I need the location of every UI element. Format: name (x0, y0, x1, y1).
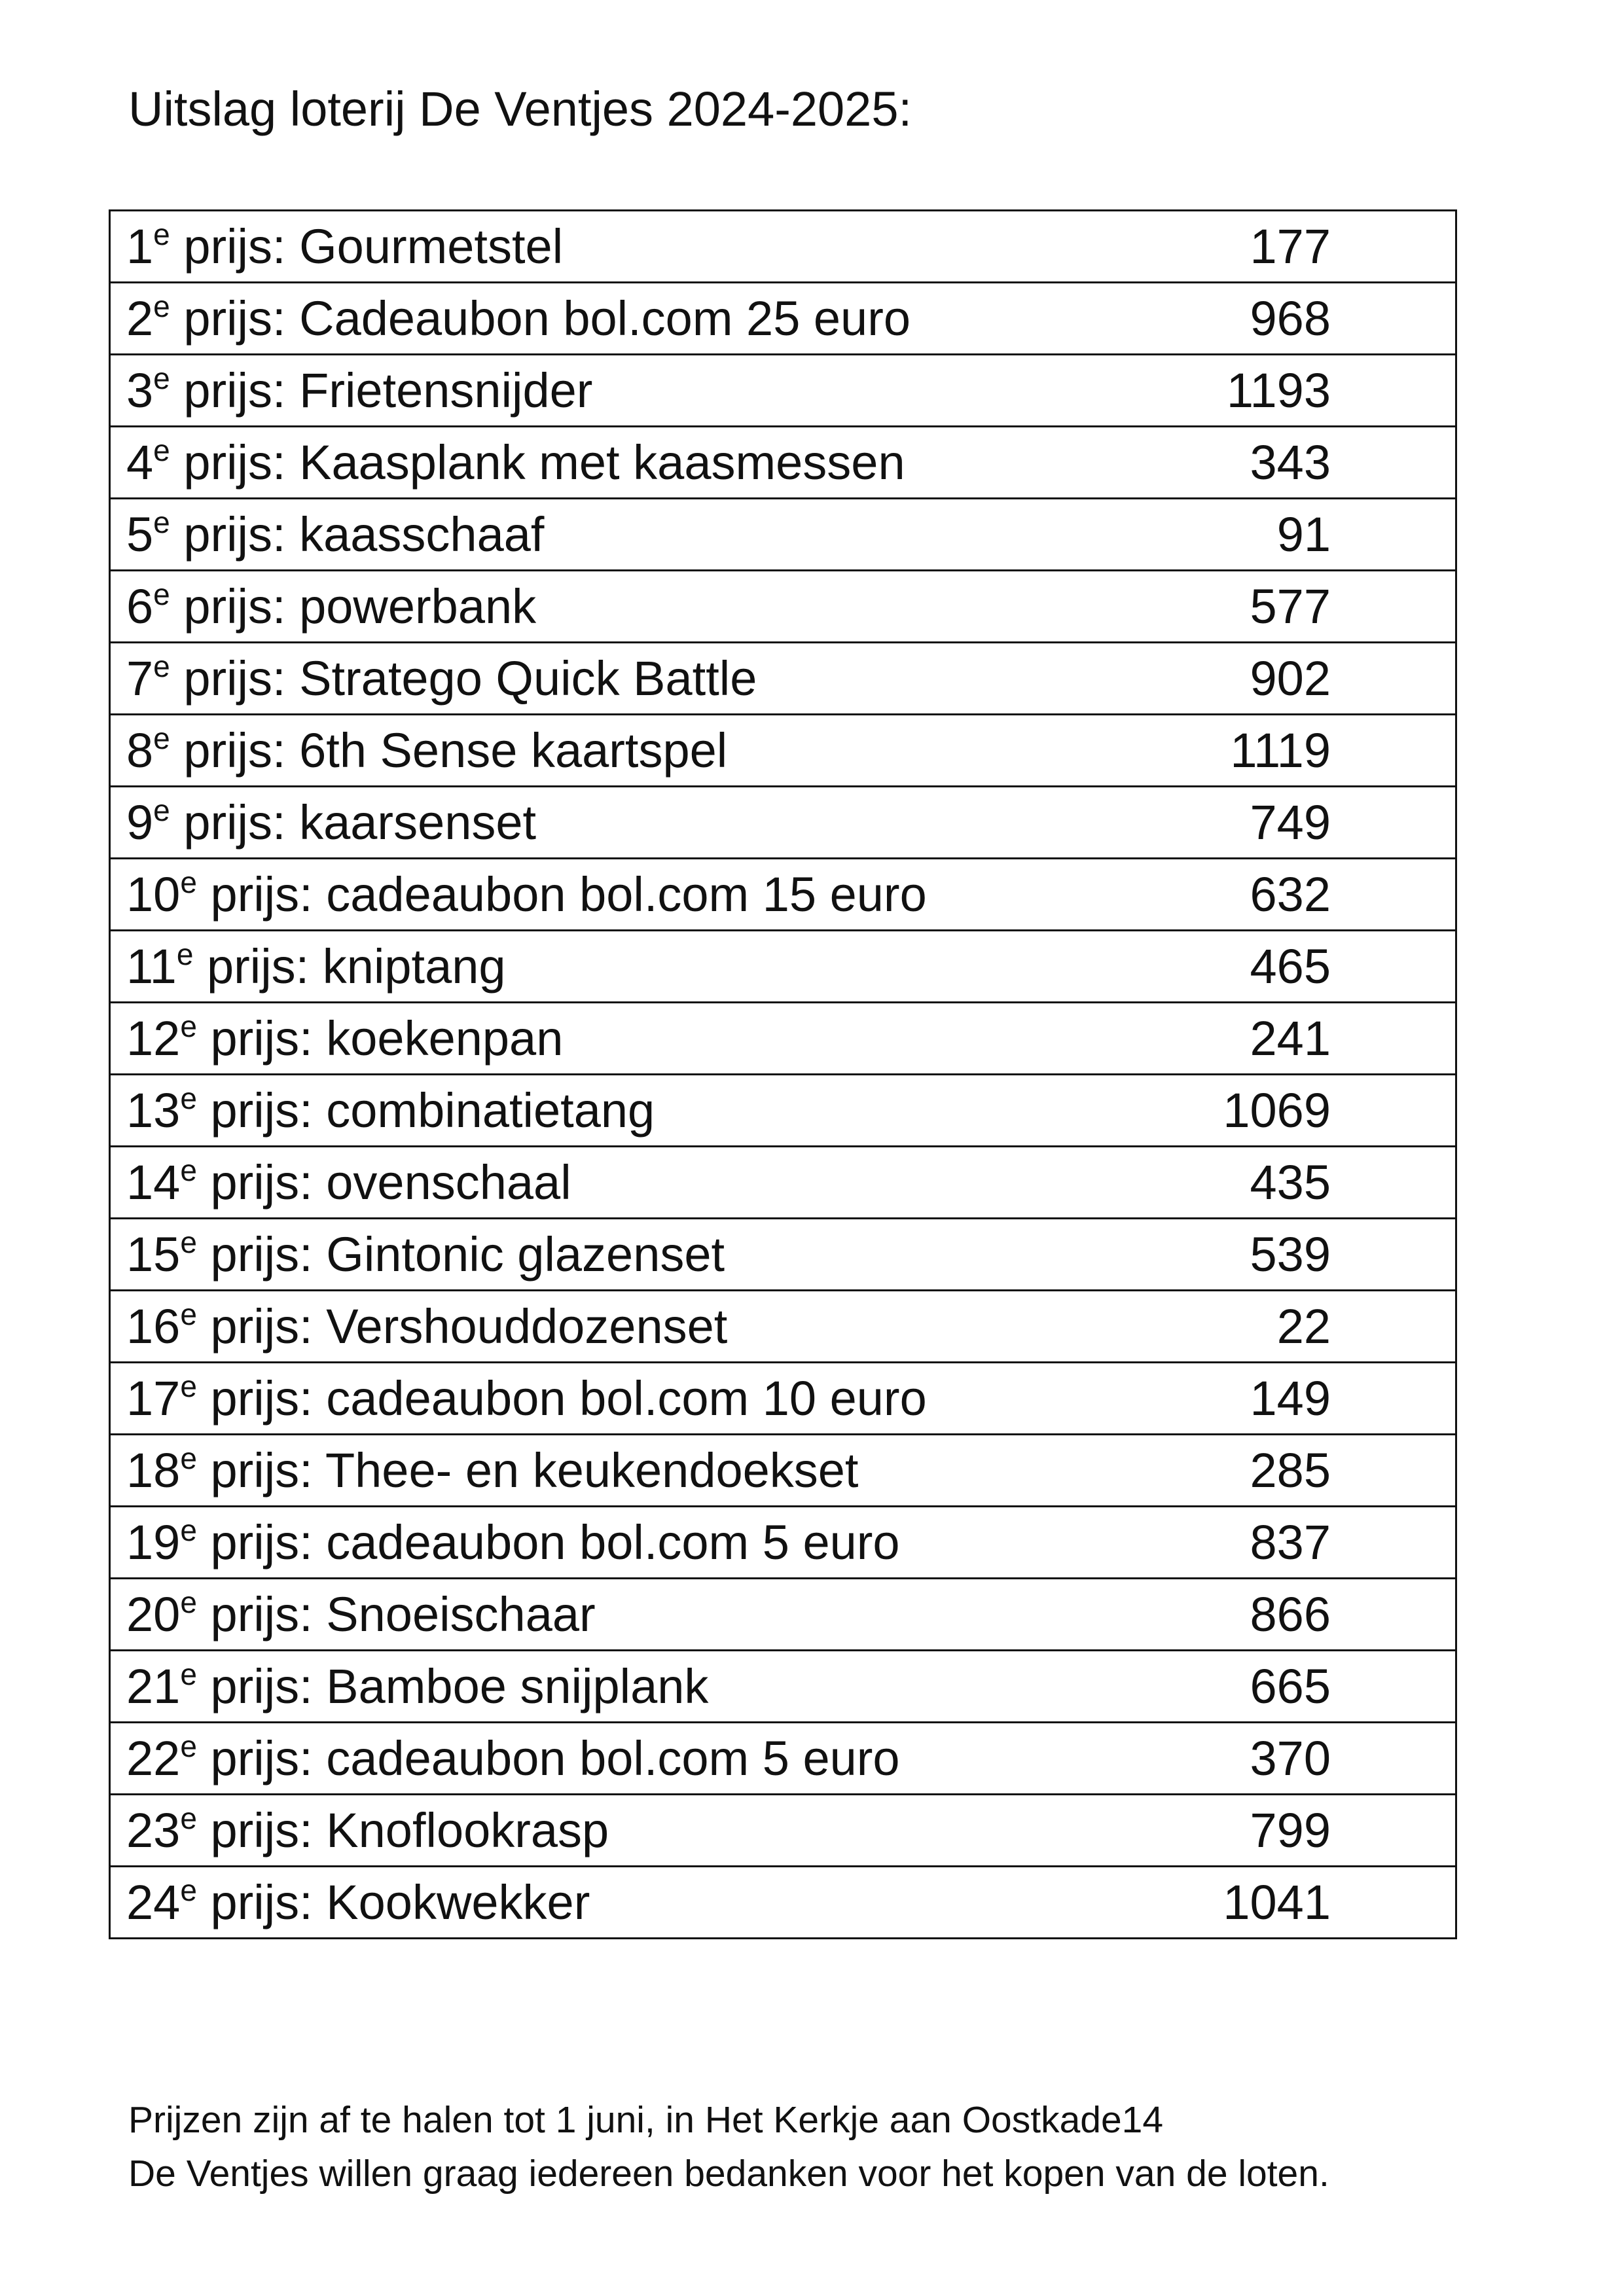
table-row (110, 1291, 1456, 1363)
ordinal-suffix: e (153, 361, 170, 395)
ordinal-suffix: e (153, 793, 170, 827)
prize-rank: 10 (126, 867, 181, 922)
winning-number: 343 (1056, 427, 1456, 499)
winning-number: 91 (1056, 499, 1456, 571)
winning-number: 1069 (1056, 1075, 1456, 1147)
prize-name: Snoeischaar (326, 1587, 596, 1641)
winning-number: 370 (1056, 1723, 1456, 1795)
ordinal-suffix: e (180, 1009, 197, 1043)
winning-number: 837 (1056, 1507, 1456, 1579)
prize-name: Frietensnijder (299, 363, 593, 418)
prize-label (110, 1867, 1056, 1939)
table-row (110, 1579, 1456, 1651)
prize-label (110, 1075, 1056, 1147)
winning-number: 577 (1056, 571, 1456, 643)
prize-word: prijs: (183, 507, 286, 562)
table-row (110, 1147, 1456, 1219)
prize-rank: 4 (126, 435, 154, 490)
table-row (110, 1075, 1456, 1147)
prize-label (110, 859, 1056, 931)
prize-rank: 16 (126, 1299, 181, 1354)
prize-label (110, 715, 1056, 787)
prize-name: Stratego Quick Battle (299, 651, 757, 706)
winning-number: 285 (1056, 1435, 1456, 1507)
prize-word: prijs: (210, 1155, 313, 1210)
table-row (110, 1435, 1456, 1507)
winning-number: 177 (1056, 211, 1456, 283)
prize-rank: 20 (126, 1587, 181, 1641)
prize-label (110, 499, 1056, 571)
ordinal-suffix: e (153, 289, 170, 323)
prize-name: Kaasplank met kaasmessen (299, 435, 905, 490)
prize-label (110, 283, 1056, 355)
prize-name: Gintonic glazenset (326, 1227, 725, 1282)
winning-number: 799 (1056, 1795, 1456, 1867)
ordinal-suffix: e (180, 1657, 197, 1691)
prize-word: prijs: (183, 435, 286, 490)
winning-number: 1041 (1056, 1867, 1456, 1939)
prize-label (110, 1651, 1056, 1723)
ordinal-suffix: e (153, 649, 170, 683)
ordinal-suffix: e (180, 865, 197, 899)
prize-label (110, 643, 1056, 715)
ordinal-suffix: e (153, 721, 170, 755)
prize-label (110, 427, 1056, 499)
prize-name: kaasschaaf (299, 507, 545, 562)
prize-name: Gourmetstel (299, 219, 564, 274)
ordinal-suffix: e (180, 1297, 197, 1331)
winning-number: 749 (1056, 787, 1456, 859)
ordinal-suffix: e (153, 433, 170, 467)
prize-name: Knoflookrasp (326, 1803, 609, 1857)
ordinal-suffix: e (180, 1873, 197, 1907)
ordinal-suffix: e (180, 1153, 197, 1187)
prize-rank: 22 (126, 1731, 181, 1785)
prize-rows (110, 211, 1456, 1939)
prize-name: combinatietang (326, 1083, 655, 1138)
prize-word: prijs: (210, 1083, 313, 1138)
prize-name: 6th Sense kaartspel (299, 723, 728, 778)
prize-name: cadeaubon bol.com 10 euro (326, 1371, 927, 1426)
prize-rank: 2 (126, 291, 154, 346)
ordinal-suffix: e (153, 577, 170, 611)
prize-rank: 5 (126, 507, 154, 562)
table-row (110, 1003, 1456, 1075)
winning-number: 1193 (1056, 355, 1456, 427)
prize-word: prijs: (210, 1443, 313, 1498)
ordinal-suffix: e (180, 1081, 197, 1115)
prize-name: Kookwekker (326, 1874, 590, 1929)
prize-label (110, 1147, 1056, 1219)
prize-label (110, 1435, 1056, 1507)
prize-word: prijs: (183, 219, 286, 274)
winning-number: 1119 (1056, 715, 1456, 787)
table-row (110, 355, 1456, 427)
winning-number: 435 (1056, 1147, 1456, 1219)
prize-label (110, 1291, 1056, 1363)
winning-number: 866 (1056, 1579, 1456, 1651)
winning-number: 465 (1056, 931, 1456, 1003)
prize-word: prijs: (210, 1587, 313, 1641)
prize-name: cadeaubon bol.com 5 euro (326, 1515, 900, 1570)
prize-label (110, 787, 1056, 859)
prize-rank: 7 (126, 651, 154, 706)
prize-rank: 24 (126, 1874, 181, 1929)
table-row (110, 1651, 1456, 1723)
prize-word: prijs: (210, 1227, 313, 1282)
prize-name: kniptang (322, 939, 506, 994)
prize-rank: 18 (126, 1443, 181, 1498)
prize-rank: 12 (126, 1011, 181, 1066)
prize-label (110, 1579, 1056, 1651)
prize-word: prijs: (183, 723, 286, 778)
prize-name: Vershouddozenset (326, 1299, 728, 1354)
prize-word: prijs: (210, 1011, 313, 1066)
ordinal-suffix: e (153, 217, 170, 251)
prize-label (110, 1363, 1056, 1435)
winning-number: 632 (1056, 859, 1456, 931)
prize-rank: 11 (126, 939, 177, 994)
table-row (110, 211, 1456, 283)
prize-word: prijs: (210, 1874, 313, 1929)
prize-name: kaarsenset (299, 795, 537, 850)
table-row (110, 931, 1456, 1003)
table-row (110, 643, 1456, 715)
prize-word: prijs: (210, 1659, 313, 1713)
table-row (110, 427, 1456, 499)
table-row (110, 1363, 1456, 1435)
table-row (110, 571, 1456, 643)
ordinal-suffix: e (180, 1441, 197, 1475)
prize-rank: 23 (126, 1803, 181, 1857)
winning-number: 241 (1056, 1003, 1456, 1075)
table-row (110, 1219, 1456, 1291)
prize-label (110, 571, 1056, 643)
winning-number: 22 (1056, 1291, 1456, 1363)
prize-word: prijs: (183, 795, 286, 850)
table-row (110, 1507, 1456, 1579)
prize-name: Bamboe snijplank (326, 1659, 709, 1713)
ordinal-suffix: e (180, 1513, 197, 1547)
prize-word: prijs: (210, 1515, 313, 1570)
prize-rank: 9 (126, 795, 154, 850)
footer-pickup-info: Prijzen zijn af te halen tot 1 juni, in Het Kerkje aan Oostkade14 (128, 2099, 1164, 2141)
winning-number: 539 (1056, 1219, 1456, 1291)
prize-rank: 17 (126, 1371, 181, 1426)
prize-rank: 21 (126, 1659, 181, 1713)
page-title: Uitslag loterij De Ventjes 2024-2025: (128, 82, 912, 136)
prize-rank: 14 (126, 1155, 181, 1210)
ordinal-suffix: e (180, 1729, 197, 1763)
prize-rank: 3 (126, 363, 154, 418)
prize-name: cadeaubon bol.com 5 euro (326, 1731, 900, 1785)
ordinal-suffix: e (176, 937, 194, 971)
table-row (110, 1867, 1456, 1939)
prize-label (110, 931, 1056, 1003)
footer (128, 2093, 1329, 2200)
prize-rank: 15 (126, 1227, 181, 1282)
prize-label (110, 1507, 1056, 1579)
prize-rank: 1 (126, 219, 154, 274)
prize-label (110, 1795, 1056, 1867)
prize-name: koekenpan (326, 1011, 564, 1066)
prize-label (110, 1219, 1056, 1291)
prize-word: prijs: (183, 651, 286, 706)
table-row (110, 715, 1456, 787)
table-row (110, 859, 1456, 931)
winning-number: 149 (1056, 1363, 1456, 1435)
prize-word: prijs: (183, 291, 286, 346)
prize-word: prijs: (210, 1731, 313, 1785)
ordinal-suffix: e (180, 1585, 197, 1619)
table-row (110, 1723, 1456, 1795)
prize-label (110, 211, 1056, 283)
prize-name: Thee- en keukendoekset (325, 1443, 859, 1498)
ordinal-suffix: e (180, 1369, 197, 1403)
table-row (110, 1795, 1456, 1867)
winning-number: 665 (1056, 1651, 1456, 1723)
prize-word: prijs: (206, 939, 310, 994)
prize-word: prijs: (210, 1803, 313, 1857)
prize-word: prijs: (210, 1371, 313, 1426)
ordinal-suffix: e (180, 1801, 197, 1835)
prize-name: Cadeaubon bol.com 25 euro (299, 291, 911, 346)
prize-label (110, 1723, 1056, 1795)
table-row (110, 283, 1456, 355)
prize-word: prijs: (210, 867, 313, 922)
prize-label (110, 355, 1056, 427)
prize-name: cadeaubon bol.com 15 euro (326, 867, 927, 922)
prize-name: ovenschaal (326, 1155, 571, 1210)
prize-rank: 13 (126, 1083, 181, 1138)
prize-rank: 6 (126, 579, 154, 634)
prize-rank: 19 (126, 1515, 181, 1570)
winning-number: 968 (1056, 283, 1456, 355)
prize-rank: 8 (126, 723, 154, 778)
footer-thanks: De Ventjes willen graag iedereen bedanken voor het kopen van de loten. (128, 2153, 1329, 2195)
table-row (110, 787, 1456, 859)
prize-word: prijs: (210, 1299, 313, 1354)
prize-word: prijs: (183, 579, 286, 634)
winning-number: 902 (1056, 643, 1456, 715)
table-row (110, 499, 1456, 571)
prize-word: prijs: (183, 363, 286, 418)
ordinal-suffix: e (153, 505, 170, 539)
ordinal-suffix: e (180, 1225, 197, 1259)
prize-label (110, 1003, 1056, 1075)
prize-name: powerbank (299, 579, 537, 634)
prize-table (109, 209, 1457, 1939)
